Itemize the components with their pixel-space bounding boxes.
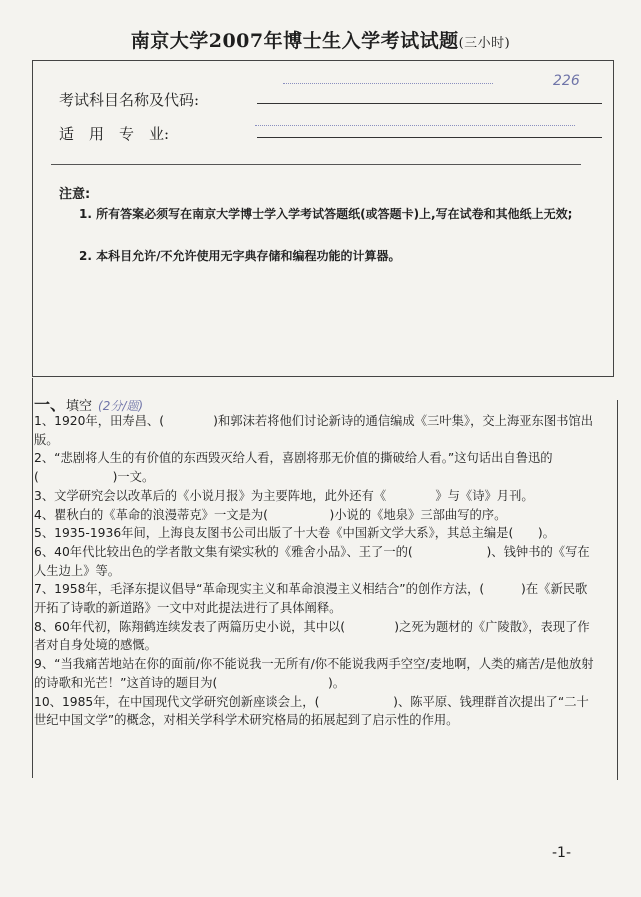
- section-name: 填空: [66, 399, 93, 414]
- question-item: 2、“悲剧将人生的有价值的东西毁灭给人看，喜剧将那无价值的撕破给人看。”这句话出自鲁迅的( )一文。: [34, 451, 553, 485]
- note-item-2: 2. 本科目允许/不允许使用无字典存储和编程功能的计算器。: [79, 249, 401, 263]
- major-row: [59, 123, 169, 144]
- exam-info-box: [32, 60, 614, 377]
- page-number: -1-: [552, 845, 572, 861]
- title-text: 南京大学2007年博士生入学考试试题: [130, 30, 459, 52]
- handwritten-subject-code: 226: [553, 73, 580, 89]
- question-item: 8、60年代初，陈翔鹤连续发表了两篇历史小说，其中以( )之死为题材的《广陵散》，表现了作者对自身处境的感慨。: [34, 619, 590, 653]
- question-item: 3、文学研究会以改革后的《小说月报》为主要阵地，此外还有《 》与《诗》月刊。: [34, 488, 534, 503]
- handwritten-major-scribble: [255, 113, 575, 126]
- major-label: 适 用 专 业:: [59, 125, 170, 143]
- handwritten-score-note: (2分/题): [98, 399, 144, 413]
- right-border-line: [617, 400, 619, 780]
- page-title: [0, 26, 641, 53]
- question-item: 7、1958年，毛泽东提议倡导“革命现实主义和革命浪漫主义相结合”的创作方法，( )在《新民歌开拓了诗歌的新道路》一文中对此提法进行了具体阐释。: [34, 582, 588, 616]
- question-item: 1、1920年，田寿昌、( )和郭沫若将他们讨论新诗的通信编成《三叶集》，交上海亚东图书馆出版。: [34, 414, 594, 447]
- note-item-1: 1. 所有答案必须写在南京大学博士学入学考试答题纸(或答题卡)上,写在试卷和其他纸上无效;: [79, 207, 573, 221]
- subject-row: [59, 89, 199, 110]
- question-list: [34, 412, 594, 730]
- question-item: 5、1935-1936年间，上海良友图书公司出版了十大卷《中国新文学大系》，其总主编是( )。: [34, 526, 555, 541]
- section-number: 一、: [34, 395, 67, 414]
- subject-underline: [257, 103, 602, 104]
- major-underline: [257, 137, 602, 138]
- question-item: 10、1985年，在中国现代文学研究创新座谈会上，( )、陈平原、钱理群首次提出了“二十世纪中国文学”的概念，对相关学科学术研究格局的拓展起到了启示性的作用。: [34, 694, 589, 728]
- subject-label: 考试科目名称及代码:: [59, 91, 200, 109]
- divider-line: [51, 164, 581, 165]
- duration-text: (三小时): [458, 36, 511, 51]
- notes-title: 注意:: [59, 187, 91, 202]
- question-item: 6、40年代比较出色的学者散文集有梁实秋的《雅舍小品》、王了一的( )、钱钟书的《写在人生边上》等。: [34, 544, 590, 578]
- question-item: 4、瞿秋白的《革命的浪漫蒂克》一文是为( )小说的《地泉》三部曲写的序。: [34, 507, 507, 522]
- handwritten-subject-scribble: [283, 75, 493, 84]
- question-item: 9、“当我痛苦地站在你的面前/你不能说我一无所有/你不能说我两手空空/麦地啊，人类的痛苦/是他放射的诗歌和光芒！”这首诗的题目为( )。: [34, 657, 594, 690]
